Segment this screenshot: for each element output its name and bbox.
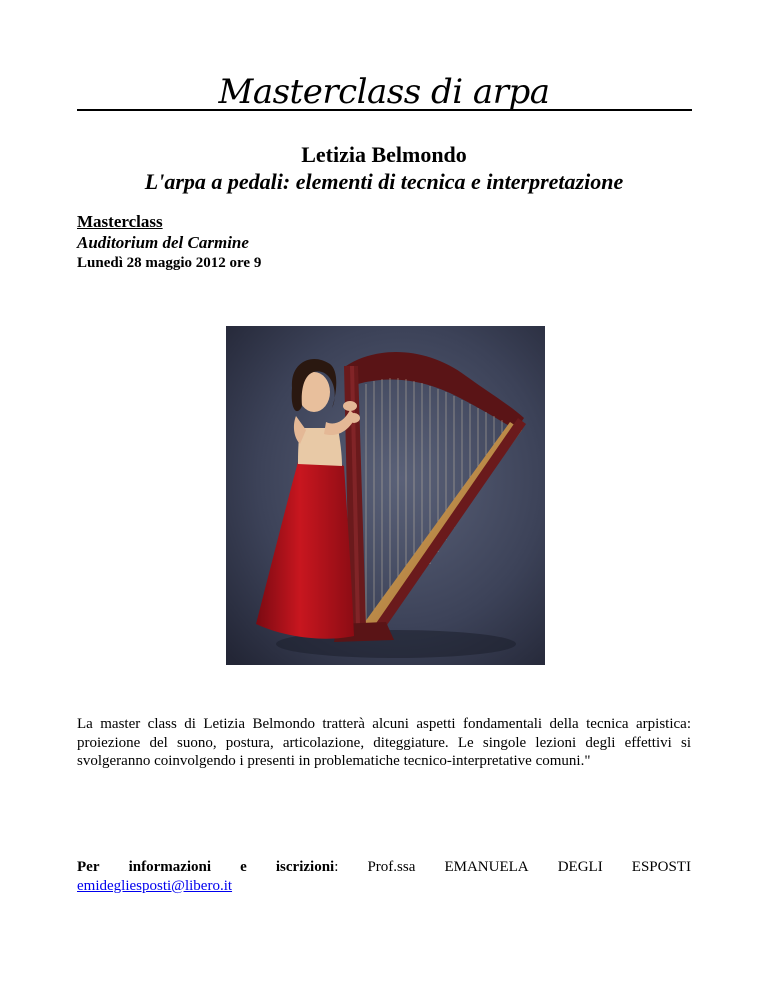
title-underline [77,109,692,111]
contact-label-word: e [240,859,247,875]
document-title: Masterclass di arpa [218,72,550,112]
contact-colon: : [334,859,339,875]
masterclass-subtitle: L'arpa a pedali: elementi di tecnica e interpretazione [144,169,624,194]
contact-label-word: informazioni [128,859,212,875]
speaker-name: Letizia Belmondo [301,142,467,167]
contact-label-word: Per [77,859,100,875]
contact-label-word: iscrizioni [275,859,335,875]
event-date-time: Lunedì 28 maggio 2012 ore 9 [77,255,262,271]
contact-info [77,858,691,895]
harpist-photo [226,326,545,665]
contact-label-end [276,858,339,877]
event-venue: Auditorium del Carmine [77,233,249,252]
contact-email-link[interactable]: emidegliesposti@libero.it [77,877,233,894]
event-type-label: Masterclass [77,212,163,231]
contact-line [77,858,691,877]
contact-name-word: EMANUELA [444,859,529,875]
contact-name-word: Prof.ssa [367,859,416,875]
contact-name-word: ESPOSTI [631,859,691,875]
masterclass-description: La master class di Letizia Belmondo tratterà alcuni aspetti fondamentali della tecnica arpistica: proiezione del suono, postura, articolazione, diteggiature. Le singole lezioni degli effettivi si svolgeranno coinvolgendo i presenti in problematiche tecnico-interpretative comuni." [77,716,691,769]
contact-name-word: DEGLI [557,859,603,875]
